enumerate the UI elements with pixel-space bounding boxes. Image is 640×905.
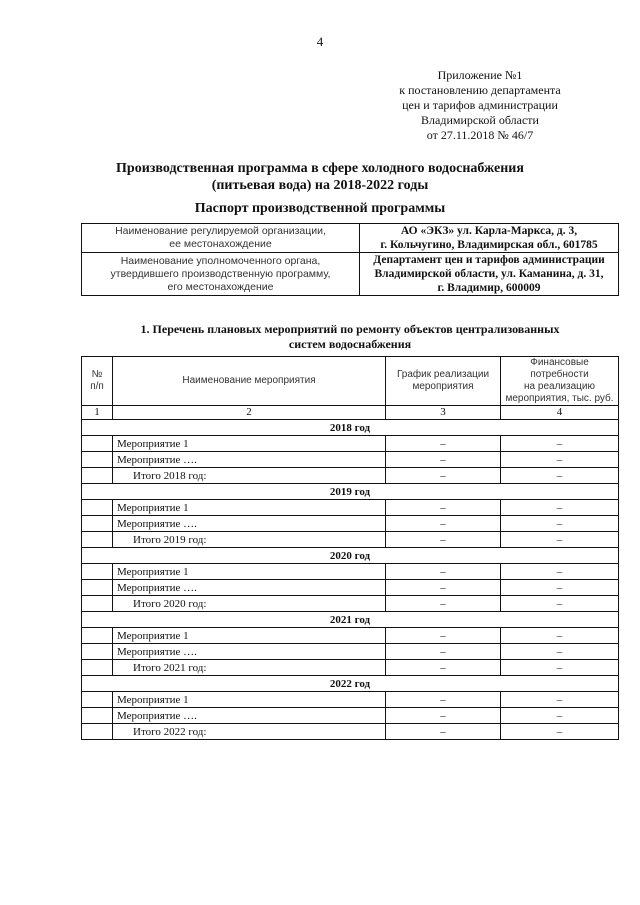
event-row bbox=[82, 452, 619, 468]
header-number bbox=[82, 357, 113, 406]
schedule-value: – bbox=[386, 596, 501, 612]
total-row bbox=[82, 724, 619, 740]
year-row bbox=[82, 548, 619, 564]
schedule-value: – bbox=[386, 692, 501, 708]
year-row bbox=[82, 676, 619, 692]
year-label: 2021 год bbox=[82, 612, 619, 628]
year-row bbox=[82, 420, 619, 436]
schedule-value: – bbox=[386, 516, 501, 532]
year-label: 2019 год bbox=[82, 484, 619, 500]
section-title-line: систем водоснабжения bbox=[288, 337, 412, 351]
row-number bbox=[82, 692, 113, 708]
value-line: Владимирской области, ул. Каманина, д. 31, bbox=[374, 268, 604, 280]
row-number bbox=[82, 708, 113, 724]
row-number bbox=[82, 564, 113, 580]
schedule-value: – bbox=[386, 468, 501, 484]
schedule-value: – bbox=[386, 564, 501, 580]
finance-value: – bbox=[501, 580, 619, 596]
event-name: Итого 2022 год: bbox=[113, 724, 386, 740]
label-line: утвердившего производственную программу, bbox=[110, 267, 331, 280]
finance-value: – bbox=[501, 724, 619, 740]
year-label: 2018 год bbox=[82, 420, 619, 436]
finance-value: – bbox=[501, 660, 619, 676]
schedule-value: – bbox=[386, 500, 501, 516]
header-line: на реализацию bbox=[524, 381, 595, 392]
event-name: Итого 2020 год: bbox=[113, 596, 386, 612]
header-line: Финансовые потребности bbox=[530, 357, 589, 380]
passport-value bbox=[360, 253, 619, 296]
event-name: Мероприятие 1 bbox=[113, 564, 386, 580]
schedule-value: – bbox=[386, 436, 501, 452]
row-number bbox=[82, 436, 113, 452]
header-line: № bbox=[91, 369, 103, 380]
total-row bbox=[82, 596, 619, 612]
event-name: Итого 2019 год: bbox=[113, 532, 386, 548]
header-line: мероприятия, тыс. руб. bbox=[505, 393, 614, 404]
label-line: Наименование уполномоченного органа, bbox=[120, 254, 321, 267]
value-line: АО «ЭКЗ» ул. Карла-Маркса, д. 3, bbox=[400, 225, 578, 237]
page-number: 4 bbox=[316, 34, 324, 49]
annex-block bbox=[380, 68, 580, 143]
header-line: График реализации bbox=[396, 369, 490, 380]
passport-row bbox=[82, 224, 619, 253]
annex-line: от 27.11.2018 № 46/7 bbox=[426, 128, 534, 142]
row-number bbox=[82, 596, 113, 612]
event-name: Мероприятие …. bbox=[113, 452, 386, 468]
event-name: Мероприятие …. bbox=[113, 580, 386, 596]
finance-value: – bbox=[501, 596, 619, 612]
column-number: 4 bbox=[501, 406, 619, 420]
header-line: мероприятия bbox=[412, 381, 474, 392]
annex-line: Владимирской области bbox=[421, 113, 539, 127]
row-number bbox=[82, 452, 113, 468]
year-row bbox=[82, 612, 619, 628]
event-name: Итого 2018 год: bbox=[113, 468, 386, 484]
title-line: Производственная программа в сфере холодного водоснабжения bbox=[116, 161, 524, 176]
annex-line: цен и тарифов администрации bbox=[402, 98, 558, 112]
table-header-row bbox=[82, 357, 619, 406]
column-number: 2 bbox=[113, 406, 386, 420]
value-line: Департамент цен и тарифов администрации bbox=[373, 254, 605, 266]
column-number-row bbox=[82, 406, 619, 420]
value-line: г. Кольчугино, Владимирская обл., 601785 bbox=[380, 239, 598, 251]
row-number bbox=[82, 724, 113, 740]
header-event-name: Наименование мероприятия bbox=[113, 357, 386, 406]
header-schedule bbox=[386, 357, 501, 406]
annex-line: Приложение №1 bbox=[437, 68, 523, 82]
header-finance bbox=[501, 357, 619, 406]
passport-value bbox=[360, 224, 619, 253]
schedule-value: – bbox=[386, 452, 501, 468]
row-number bbox=[82, 628, 113, 644]
schedule-value: – bbox=[386, 580, 501, 596]
section-title bbox=[80, 322, 620, 352]
event-row bbox=[82, 644, 619, 660]
schedule-value: – bbox=[386, 660, 501, 676]
section-title-line: 1. Перечень плановых мероприятий по ремонту объектов централизованных bbox=[140, 322, 560, 336]
finance-value: – bbox=[501, 468, 619, 484]
event-name: Мероприятие …. bbox=[113, 644, 386, 660]
finance-value: – bbox=[501, 564, 619, 580]
passport-label bbox=[82, 253, 360, 296]
header-line: п/п bbox=[90, 381, 104, 392]
finance-value: – bbox=[501, 436, 619, 452]
event-name: Мероприятие …. bbox=[113, 516, 386, 532]
schedule-value: – bbox=[386, 532, 501, 548]
event-row bbox=[82, 564, 619, 580]
event-row bbox=[82, 580, 619, 596]
label-line: ее местонахождение bbox=[169, 238, 272, 250]
label-line: Наименование регулируемой организации, bbox=[115, 225, 326, 237]
row-number bbox=[82, 532, 113, 548]
row-number bbox=[82, 500, 113, 516]
event-row bbox=[82, 436, 619, 452]
total-row bbox=[82, 532, 619, 548]
column-number: 3 bbox=[386, 406, 501, 420]
label-line: его местонахождение bbox=[167, 280, 274, 293]
column-number: 1 bbox=[82, 406, 113, 420]
event-name: Мероприятие 1 bbox=[113, 628, 386, 644]
schedule-value: – bbox=[386, 644, 501, 660]
finance-value: – bbox=[501, 532, 619, 548]
finance-value: – bbox=[501, 708, 619, 724]
schedule-value: – bbox=[386, 708, 501, 724]
event-row bbox=[82, 516, 619, 532]
events-table bbox=[81, 356, 619, 740]
passport-row bbox=[82, 253, 619, 296]
passport-title: Паспорт производственной программы bbox=[194, 201, 446, 216]
event-name: Мероприятие 1 bbox=[113, 692, 386, 708]
event-row bbox=[82, 500, 619, 516]
total-row bbox=[82, 660, 619, 676]
schedule-value: – bbox=[386, 724, 501, 740]
year-label: 2022 год bbox=[82, 676, 619, 692]
event-row bbox=[82, 628, 619, 644]
event-name: Итого 2021 год: bbox=[113, 660, 386, 676]
finance-value: – bbox=[501, 628, 619, 644]
year-row bbox=[82, 484, 619, 500]
finance-value: – bbox=[501, 516, 619, 532]
finance-value: – bbox=[501, 692, 619, 708]
event-row bbox=[82, 692, 619, 708]
row-number bbox=[82, 580, 113, 596]
event-row bbox=[82, 708, 619, 724]
year-label: 2020 год bbox=[82, 548, 619, 564]
event-name: Мероприятие 1 bbox=[113, 500, 386, 516]
row-number bbox=[82, 468, 113, 484]
finance-value: – bbox=[501, 452, 619, 468]
value-line: г. Владимир, 600009 bbox=[437, 282, 541, 294]
row-number bbox=[82, 660, 113, 676]
schedule-value: – bbox=[386, 628, 501, 644]
row-number bbox=[82, 644, 113, 660]
title-line: (питьевая вода) на 2018-2022 годы bbox=[211, 178, 429, 193]
total-row bbox=[82, 468, 619, 484]
event-name: Мероприятие 1 bbox=[113, 436, 386, 452]
annex-line: к постановлению департамента bbox=[399, 83, 561, 97]
row-number bbox=[82, 516, 113, 532]
document-title bbox=[60, 160, 580, 194]
passport-label bbox=[82, 224, 360, 253]
event-name: Мероприятие …. bbox=[113, 708, 386, 724]
passport-table bbox=[81, 223, 619, 296]
finance-value: – bbox=[501, 644, 619, 660]
finance-value: – bbox=[501, 500, 619, 516]
